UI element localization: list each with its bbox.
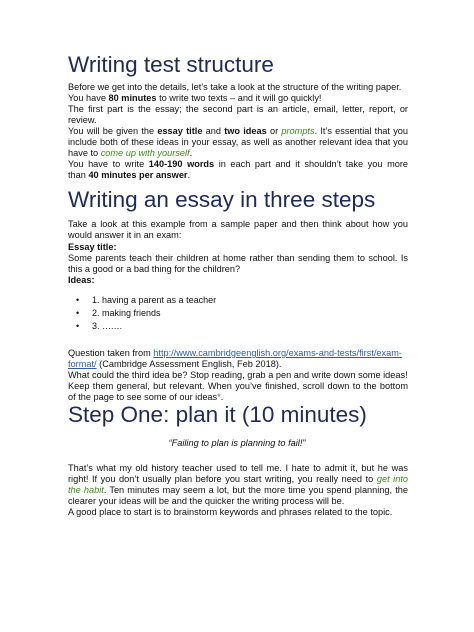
bold-text: two ideas [224,126,267,136]
paragraph-line: What could the third idea be? Stop reading, grab a pen and write down some ideas! [68,370,408,380]
highlight-text: get into [376,474,408,484]
paragraph-line: Before we get into the details, let’s take a look at the structure of the writing paper. [68,82,402,92]
paragraph-line: You have 80 minutes to write two texts – and it will go quickly! [68,93,322,103]
quote-text: “Failing to plan is planning to fail!” [168,438,306,448]
paragraph-line: this a good or a bad thing for the children? [68,264,241,274]
paragraph-line: You have to write 140-190 words in each part and it shouldn’t take you more [68,159,408,169]
bold-text: 40 minutes per answer [88,170,188,180]
heading-writing-essay-three-steps: Writing an essay in three steps [68,187,376,212]
paragraph-line: Question taken from http://www.cambridgeenglish.org/exams-and-tests/first/exam- [68,348,402,358]
paragraph-line: Some parents teach their children at home rather than sending them to school. Is [68,253,408,263]
paragraph-line: Take a look at this example from a sample paper and then think about how you [68,219,408,229]
bold-text: essay title [157,126,203,136]
heading-writing-test-structure: Writing test structure [68,52,274,77]
ideas-label: Ideas: [68,275,95,285]
paragraph-line: include both of these ideas in your essay, as well as another relevant idea that you [68,137,408,147]
paragraph-line: clearer your ideas will be and the quicker the writing process will be. [68,496,345,506]
paragraph-line: That’s what my old history teacher used to tell me. I hate to admit it, but he was [68,463,408,473]
highlight-text: the habit [68,485,104,495]
highlight-text: come up with yourself [100,148,190,158]
paragraph-line: than 40 minutes per answer. [68,170,191,180]
paragraph-line: format/ (Cambridge Assessment English, Feb 2018). [68,359,282,369]
paragraph-line: of the page to see some of our ideas*. [68,392,224,402]
source-link-continued[interactable]: format/ [68,359,97,369]
bullet-icon: • [76,308,80,318]
paragraph-line: have to come up with yourself. [68,148,193,158]
paragraph-line: A good place to start is to brainstorm keywords and phrases related to the topic. [68,507,393,517]
list-item: • 2. making friends [76,308,161,318]
bold-text: 80 minutes [108,93,157,103]
bold-text: 140-190 words [148,159,215,169]
paragraph-line: right! If you don’t usually plan before you start writing, you really need to get into [68,474,408,484]
bullet-icon: • [76,321,80,331]
list-item: • 3. ….… [76,321,123,331]
paragraph-line: review. [68,115,97,125]
footnote-star: * [217,392,221,402]
heading-step-one-plan: Step One: plan it (10 minutes) [68,402,367,427]
paragraph-line: would answer it in an exam: [68,230,182,240]
paragraph-line: You will be given the essay title and two ideas or prompts. It’s essential that you [68,126,409,136]
paragraph-line: the habit. Ten minutes may seem a lot, but the more time you spend planning, the [68,485,408,495]
highlight-text: prompts [281,126,315,136]
source-link[interactable]: http://www.cambridgeenglish.org/exams-and-tests/first/exam- [153,348,402,358]
paragraph-line: The first part is the essay; the second part is an article, email, letter, report, or [68,104,408,114]
bullet-icon: • [76,295,80,305]
list-item: • 1. having a parent as a teacher [76,295,217,305]
essay-title-label: Essay title: [68,242,117,252]
paragraph-line: Keep them general, but relevant. When you’ve finished, scroll down to the bottom [68,381,408,391]
